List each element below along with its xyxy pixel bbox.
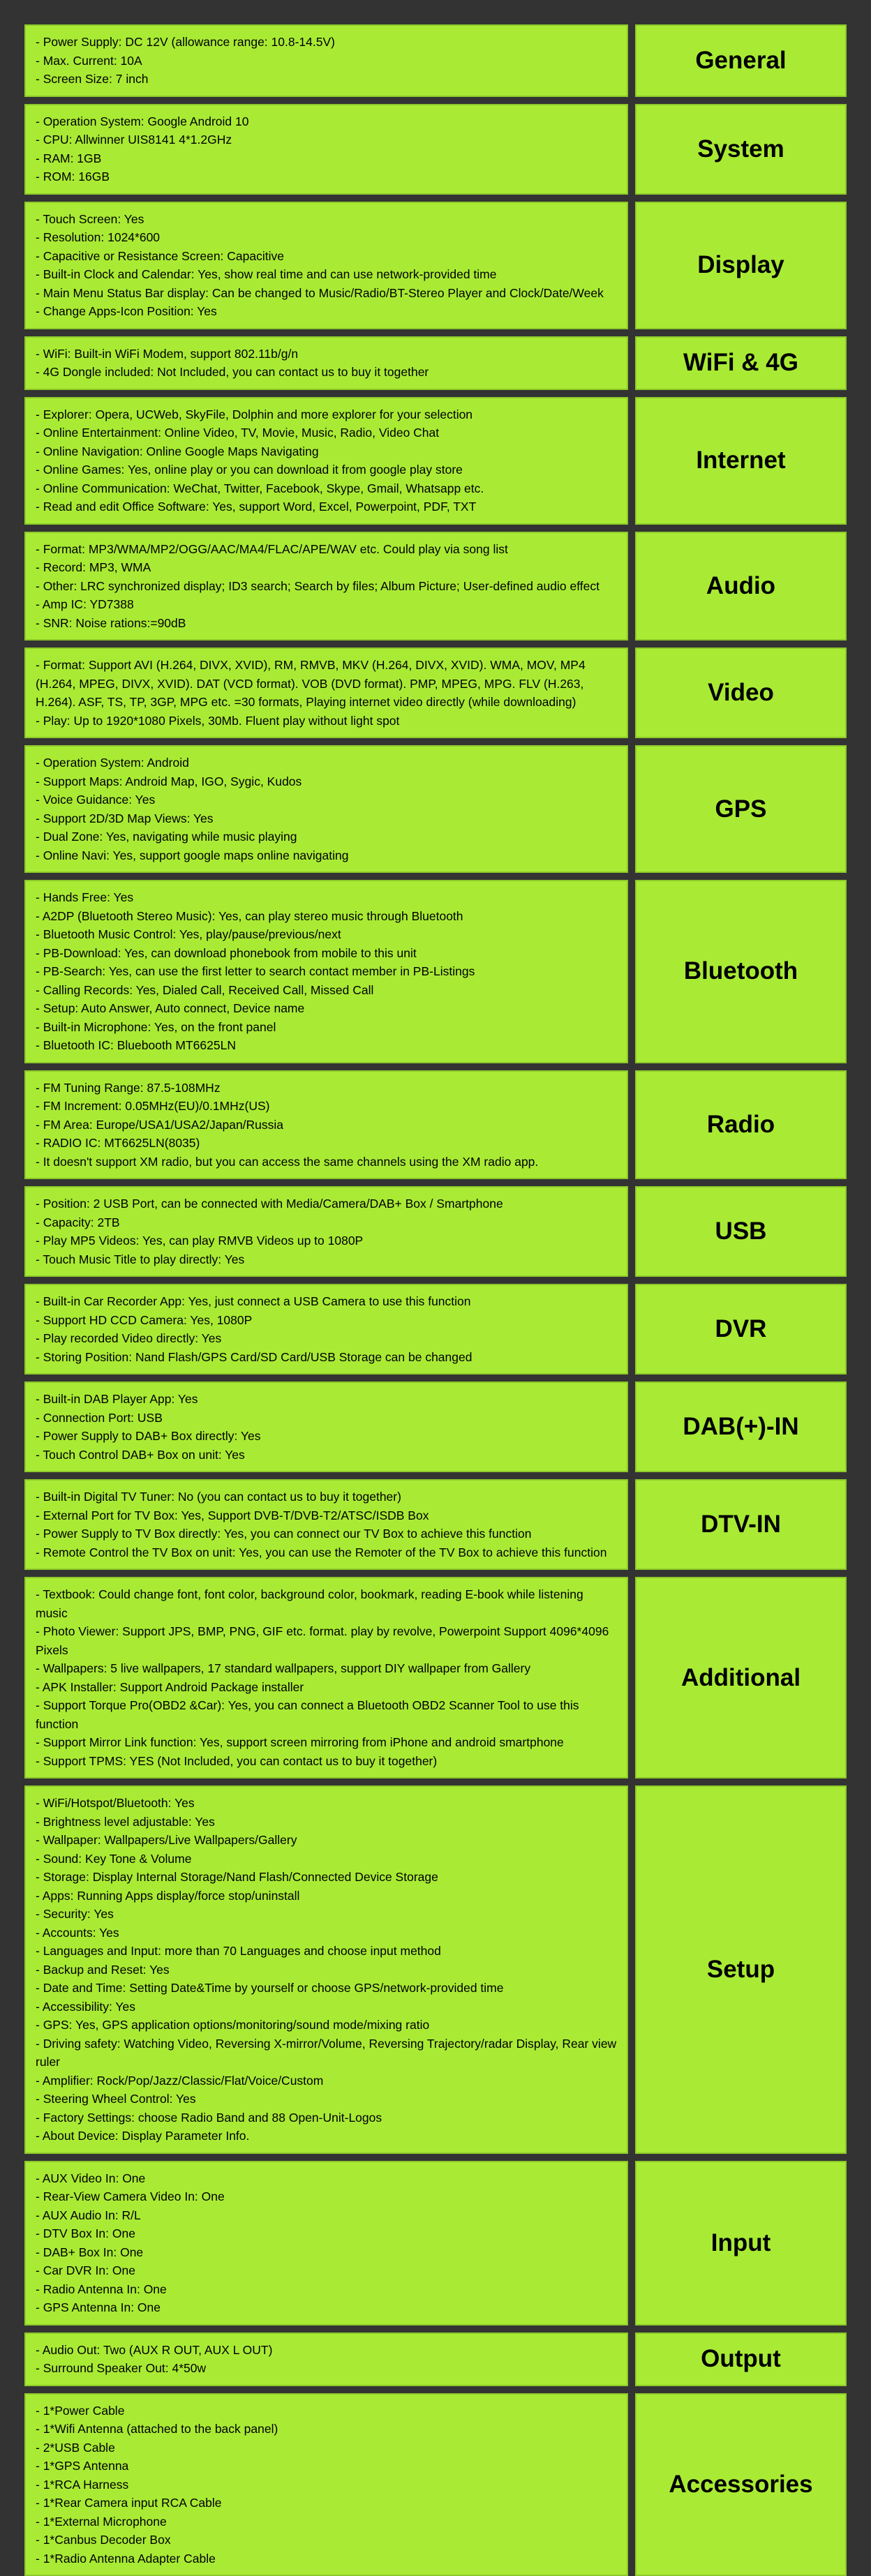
spec-row <box>24 1577 847 1779</box>
spec-line: - Capacitive or Resistance Screen: Capacitive <box>36 247 617 266</box>
spec-line: - Textbook: Could change font, font color, background color, bookmark, reading E-book while listening music <box>36 1585 617 1622</box>
spec-row <box>24 104 847 195</box>
spec-line: - Power Supply: DC 12V (allowance range: 10.8-14.5V) <box>36 33 617 52</box>
spec-category-label: USB <box>635 1186 847 1277</box>
spec-line: - Format: Support AVI (H.264, DIVX, XVID), RM, RMVB, MKV (H.264, DIVX, XVID). WMA, MOV, MP4 (H.264, MPEG, DIVX, XVID). DAT (VCD format). VOB (DVD format). PMP, MPEG, MPG. FLV (H.263, H.264). ASF, TS, TP, 3GP, MPG etc. =30 formats, Playing internet video directly (while downloading) <box>36 656 617 712</box>
spec-category-label: Output <box>635 2332 847 2386</box>
spec-line: - Factory Settings: choose Radio Band and 88 Open-Unit-Logos <box>36 2109 617 2127</box>
spec-category-label: Video <box>635 647 847 738</box>
spec-line: - Bluetooth Music Control: Yes, play/pause/previous/next <box>36 925 617 944</box>
spec-line: - Backup and Reset: Yes <box>36 1961 617 1979</box>
spec-line: - Voice Guidance: Yes <box>36 791 617 809</box>
spec-row <box>24 1070 847 1180</box>
spec-details <box>24 336 628 390</box>
spec-category-label: Input <box>635 2161 847 2326</box>
spec-line: - Apps: Running Apps display/force stop/uninstall <box>36 1887 617 1905</box>
spec-line: - Setup: Auto Answer, Auto connect, Device name <box>36 999 617 1018</box>
spec-row <box>24 1381 847 1472</box>
spec-line: - Security: Yes <box>36 1905 617 1924</box>
spec-line: - Built-in Microphone: Yes, on the front panel <box>36 1018 617 1037</box>
spec-line: - Screen Size: 7 inch <box>36 70 617 89</box>
spec-line: - Built-in Car Recorder App: Yes, just connect a USB Camera to use this function <box>36 1292 617 1311</box>
spec-details <box>24 1284 628 1375</box>
spec-line: - Support HD CCD Camera: Yes, 1080P <box>36 1311 617 1330</box>
spec-line: - Resolution: 1024*600 <box>36 228 617 247</box>
spec-line: - Calling Records: Yes, Dialed Call, Received Call, Missed Call <box>36 981 617 1000</box>
spec-line: - Operation System: Android <box>36 754 617 772</box>
spec-category-label: Bluetooth <box>635 880 847 1063</box>
spec-details <box>24 1785 628 2154</box>
spec-line: - A2DP (Bluetooth Stereo Music): Yes, can play stereo music through Bluetooth <box>36 907 617 926</box>
spec-line: - Amp IC: YD7388 <box>36 595 617 614</box>
spec-line: - WiFi/Hotspot/Bluetooth: Yes <box>36 1794 617 1813</box>
spec-line: - Read and edit Office Software: Yes, support Word, Excel, Powerpoint, PDF, TXT <box>36 497 617 516</box>
spec-line: - Date and Time: Setting Date&Time by yourself or choose GPS/network-provided time <box>36 1979 617 1998</box>
spec-details <box>24 24 628 97</box>
spec-line: - Record: MP3, WMA <box>36 558 617 577</box>
spec-line: - DAB+ Box In: One <box>36 2243 617 2262</box>
spec-line: - Accessibility: Yes <box>36 1998 617 2016</box>
spec-line: - 1*Power Cable <box>36 2402 617 2420</box>
spec-line: - Bluetooth IC: Bluebooth MT6625LN <box>36 1036 617 1055</box>
spec-line: - SNR: Noise rations:=90dB <box>36 614 617 633</box>
spec-details <box>24 1479 628 1570</box>
spec-category-label: Setup <box>635 1785 847 2154</box>
spec-row <box>24 2332 847 2386</box>
spec-row <box>24 745 847 873</box>
spec-line: - Languages and Input: more than 70 Languages and choose input method <box>36 1942 617 1961</box>
spec-line: - Built-in Clock and Calendar: Yes, show real time and can use network-provided time <box>36 265 617 284</box>
spec-details <box>24 1381 628 1472</box>
spec-details <box>24 647 628 738</box>
spec-line: - Capacity: 2TB <box>36 1213 617 1232</box>
spec-row <box>24 2161 847 2326</box>
spec-category-label: Additional <box>635 1577 847 1779</box>
spec-line: - Support Torque Pro(OBD2 &Car): Yes, you can connect a Bluetooth OBD2 Scanner Tool to use this function <box>36 1696 617 1733</box>
spec-line: - 1*External Microphone <box>36 2513 617 2531</box>
spec-line: - Max. Current: 10A <box>36 52 617 70</box>
spec-row <box>24 397 847 525</box>
spec-row <box>24 1284 847 1375</box>
spec-line: - PB-Download: Yes, can download phonebook from mobile to this unit <box>36 944 617 963</box>
spec-details <box>24 745 628 873</box>
spec-line: - Storing Position: Nand Flash/GPS Card/SD Card/USB Storage can be changed <box>36 1348 617 1367</box>
spec-line: - AUX Audio In: R/L <box>36 2206 617 2225</box>
spec-line: - ROM: 16GB <box>36 167 617 186</box>
spec-row <box>24 24 847 97</box>
spec-category-label: Display <box>635 202 847 329</box>
spec-line: - Hands Free: Yes <box>36 888 617 907</box>
spec-line: - Online Navi: Yes, support google maps online navigating <box>36 846 617 865</box>
spec-line: - Brightness level adjustable: Yes <box>36 1813 617 1832</box>
spec-line: - Power Supply to TV Box directly: Yes, you can connect our TV Box to achieve this function <box>36 1525 617 1543</box>
spec-line: - Other: LRC synchronized display; ID3 search; Search by files; Album Picture; User-defined audio effect <box>36 577 617 596</box>
spec-details <box>24 202 628 329</box>
spec-line: - Wallpaper: Wallpapers/Live Wallpapers/Gallery <box>36 1831 617 1850</box>
spec-row <box>24 880 847 1063</box>
spec-line: - Online Entertainment: Online Video, TV, Movie, Music, Radio, Video Chat <box>36 424 617 442</box>
spec-details <box>24 104 628 195</box>
spec-line: - Support Mirror Link function: Yes, support screen mirroring from iPhone and android smartphone <box>36 1733 617 1752</box>
spec-line: - APK Installer: Support Android Package installer <box>36 1678 617 1697</box>
spec-line: - GPS Antenna In: One <box>36 2298 617 2317</box>
spec-line: - Built-in Digital TV Tuner: No (you can contact us to buy it together) <box>36 1488 617 1506</box>
spec-line: - Radio Antenna In: One <box>36 2280 617 2299</box>
spec-table <box>24 24 847 2576</box>
spec-line: - RADIO IC: MT6625LN(8035) <box>36 1134 617 1153</box>
spec-category-label: General <box>635 24 847 97</box>
spec-row <box>24 647 847 738</box>
spec-line: - About Device: Display Parameter Info. <box>36 2127 617 2146</box>
spec-line: - Power Supply to DAB+ Box directly: Yes <box>36 1427 617 1446</box>
spec-line: - 1*Canbus Decoder Box <box>36 2531 617 2549</box>
spec-line: - 1*Rear Camera input RCA Cable <box>36 2494 617 2513</box>
spec-line: - Online Games: Yes, online play or you can download it from google play store <box>36 460 617 479</box>
spec-line: - GPS: Yes, GPS application options/monitoring/sound mode/mixing ratio <box>36 2016 617 2035</box>
spec-line: - FM Tuning Range: 87.5-108MHz <box>36 1079 617 1098</box>
spec-line: - Main Menu Status Bar display: Can be changed to Music/Radio/BT-Stereo Player and Clock/Date/Week <box>36 284 617 303</box>
spec-category-label: DAB(+)-IN <box>635 1381 847 1472</box>
spec-line: - Position: 2 USB Port, can be connected with Media/Camera/DAB+ Box / Smartphone <box>36 1195 617 1213</box>
spec-details <box>24 532 628 641</box>
spec-row <box>24 2393 847 2576</box>
spec-line: - FM Increment: 0.05MHz(EU)/0.1MHz(US) <box>36 1097 617 1116</box>
spec-line: - Dual Zone: Yes, navigating while music playing <box>36 828 617 846</box>
spec-line: - 1*RCA Harness <box>36 2476 617 2494</box>
spec-details <box>24 1186 628 1277</box>
spec-line: - 1*GPS Antenna <box>36 2457 617 2476</box>
spec-category-label: Accessories <box>635 2393 847 2576</box>
spec-line: - Connection Port: USB <box>36 1409 617 1428</box>
spec-line: - Play: Up to 1920*1080 Pixels, 30Mb. Fluent play without light spot <box>36 712 617 731</box>
spec-line: - 1*Radio Antenna Adapter Cable <box>36 2549 617 2568</box>
spec-line: - Format: MP3/WMA/MP2/OGG/AAC/MA4/FLAC/APE/WAV etc. Could play via song list <box>36 540 617 559</box>
spec-line: - Play MP5 Videos: Yes, can play RMVB Videos up to 1080P <box>36 1231 617 1250</box>
spec-line: - External Port for TV Box: Yes, Support DVB-T/DVB-T2/ATSC/ISDB Box <box>36 1506 617 1525</box>
spec-row <box>24 1479 847 1570</box>
spec-details <box>24 1577 628 1779</box>
spec-line: - Change Apps-Icon Position: Yes <box>36 302 617 321</box>
spec-line: - 2*USB Cable <box>36 2439 617 2457</box>
spec-details <box>24 2161 628 2326</box>
spec-category-label: System <box>635 104 847 195</box>
spec-line: - Explorer: Opera, UCWeb, SkyFile, Dolphin and more explorer for your selection <box>36 405 617 424</box>
spec-line: - WiFi: Built-in WiFi Modem, support 802.11b/g/n <box>36 345 617 364</box>
spec-category-label: GPS <box>635 745 847 873</box>
spec-category-label: Audio <box>635 532 847 641</box>
spec-line: - Audio Out: Two (AUX R OUT, AUX L OUT) <box>36 2341 617 2360</box>
spec-category-label: Radio <box>635 1070 847 1180</box>
spec-line: - Online Communication: WeChat, Twitter, Facebook, Skype, Gmail, Whatsapp etc. <box>36 479 617 498</box>
spec-line: - Amplifier: Rock/Pop/Jazz/Classic/Flat/Voice/Custom <box>36 2072 617 2090</box>
spec-details <box>24 397 628 525</box>
spec-line: - Play recorded Video directly: Yes <box>36 1329 617 1348</box>
spec-line: - Rear-View Camera Video In: One <box>36 2187 617 2206</box>
spec-line: - Remote Control the TV Box on unit: Yes, you can use the Remoter of the TV Box to achieve this function <box>36 1543 617 1562</box>
spec-line: - Touch Music Title to play directly: Yes <box>36 1250 617 1269</box>
spec-line: - Built-in DAB Player App: Yes <box>36 1390 617 1409</box>
spec-category-label: Internet <box>635 397 847 525</box>
spec-line: - Car DVR In: One <box>36 2261 617 2280</box>
spec-line: - Surround Speaker Out: 4*50w <box>36 2359 617 2378</box>
spec-line: - CPU: Allwinner UIS8141 4*1.2GHz <box>36 130 617 149</box>
spec-category-label: DVR <box>635 1284 847 1375</box>
spec-line: - PB-Search: Yes, can use the first letter to search contact member in PB-Listings <box>36 962 617 981</box>
spec-category-label: DTV-IN <box>635 1479 847 1570</box>
spec-row <box>24 1785 847 2154</box>
spec-line: - Driving safety: Watching Video, Reversing X-mirror/Volume, Reversing Trajectory/radar Display, Rear view ruler <box>36 2035 617 2072</box>
spec-details <box>24 1070 628 1180</box>
spec-row <box>24 336 847 390</box>
spec-line: - Online Navigation: Online Google Maps Navigating <box>36 442 617 461</box>
spec-row <box>24 532 847 641</box>
spec-line: - Support 2D/3D Map Views: Yes <box>36 809 617 828</box>
spec-line: - DTV Box In: One <box>36 2224 617 2243</box>
spec-line: - Wallpapers: 5 live wallpapers, 17 standard wallpapers, support DIY wallpaper from Gallery <box>36 1659 617 1678</box>
spec-line: - RAM: 1GB <box>36 149 617 168</box>
spec-details <box>24 2332 628 2386</box>
spec-line: - Touch Screen: Yes <box>36 210 617 229</box>
spec-line: - Photo Viewer: Support JPS, BMP, PNG, GIF etc. format. play by revolve, Powerpoint Support 4096*4096 Pixels <box>36 1622 617 1659</box>
spec-line: - Sound: Key Tone & Volume <box>36 1850 617 1869</box>
spec-line: - FM Area: Europe/USA1/USA2/Japan/Russia <box>36 1116 617 1135</box>
spec-line: - 1*Wifi Antenna (attached to the back panel) <box>36 2420 617 2439</box>
spec-category-label: WiFi & 4G <box>635 336 847 390</box>
spec-details <box>24 2393 628 2576</box>
spec-line: - Steering Wheel Control: Yes <box>36 2090 617 2109</box>
spec-line: - Touch Control DAB+ Box on unit: Yes <box>36 1446 617 1465</box>
spec-line: - Support Maps: Android Map, IGO, Sygic, Kudos <box>36 772 617 791</box>
spec-row <box>24 202 847 329</box>
spec-details <box>24 880 628 1063</box>
spec-line: - Operation System: Google Android 10 <box>36 112 617 131</box>
spec-line: - Support TPMS: YES (Not Included, you can contact us to buy it together) <box>36 1752 617 1771</box>
spec-line: - Accounts: Yes <box>36 1924 617 1942</box>
spec-line: - Storage: Display Internal Storage/Nand Flash/Connected Device Storage <box>36 1868 617 1887</box>
spec-line: - AUX Video In: One <box>36 2169 617 2188</box>
spec-line: - It doesn't support XM radio, but you can access the same channels using the XM radio app. <box>36 1153 617 1171</box>
spec-line: - 4G Dongle included: Not Included, you can contact us to buy it together <box>36 363 617 382</box>
spec-row <box>24 1186 847 1277</box>
